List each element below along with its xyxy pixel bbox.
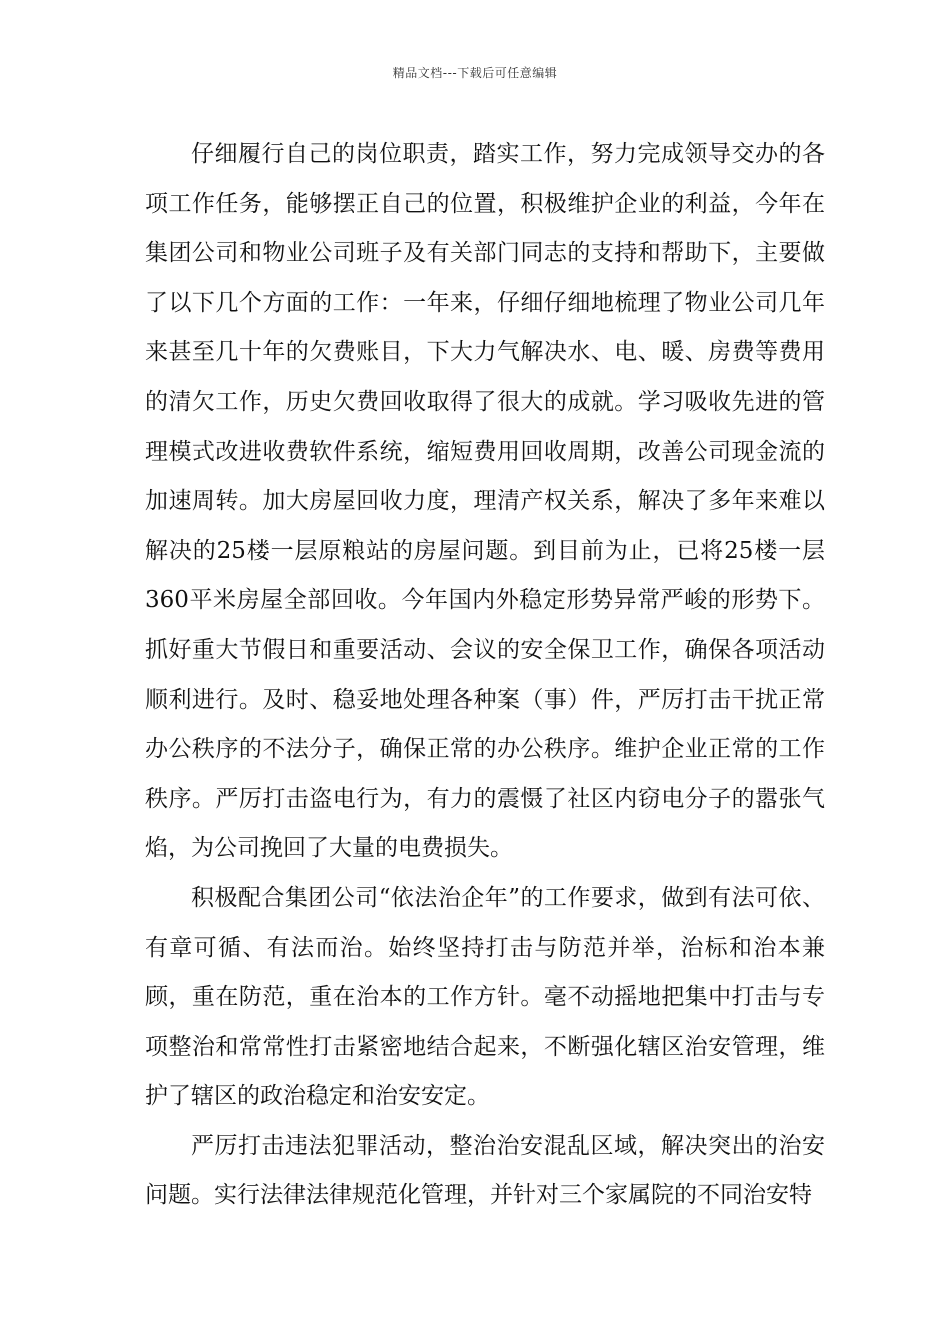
paragraph-2: 积极配合集团公司“依法治企年”的工作要求，做到有法可依、有章可循、有法而治。始终坚持打击与防范并举，治标和治本兼顾，重在防范，重在治本的工作方针。毫不动摇地把集中打击与专项整治和常常性打击紧密地结合起来，不断强化辖区治安管理，维护了辖区的政治稳定和治安安定。 [145, 884, 825, 1110]
paragraph-1: 仔细履行自己的岗位职责，踏实工作，努力完成领导交办的各项工作任务，能够摆正自己的位置，积极维护企业的利益，今年在集团公司和物业公司班子及有关部门同志的支持和帮助下，主要做了以下几个方面的工作：一年来，仔细仔细地梳理了物业公司几年来甚至几十年的欠费账目，下大力气解决水、电、暖、房费等费用的清欠工作，历史欠费回收取得了很大的成就。学习吸收先进的管理模式改进收费软件系统，缩短费用回收周期，改善公司现金流的加速周转。加大房屋回收力度，理清产权关系，解决了多年来难以解决的25楼一层原粮站的房屋问题。到目前为止，已将25楼一层360平米房屋全部回收。今年国内外稳定形势异常严峻的形势下。抓好重大节假日和重要活动、会议的安全保卫工作，确保各项活动顺利进行。及时、稳妥地处理各种案（事）件，严厉打击干扰正常办公秩序的不法分子，确保正常的办公秩序。维护企业正常的工作秩序。严厉打击盗电行为，有力的震慑了社区内窃电分子的嚣张气焰，为公司挽回了大量的电费损失。 [145, 141, 825, 862]
page-header: 精品文档---下载后可任意编辑 [392, 66, 558, 80]
document-body [145, 130, 825, 1221]
paragraph-3: 严厉打击违法犯罪活动，整治治安混乱区域，解决突出的治安问题。实行法律法律规范化管理，并针对三个家属院的不同治安特 [145, 1132, 825, 1209]
